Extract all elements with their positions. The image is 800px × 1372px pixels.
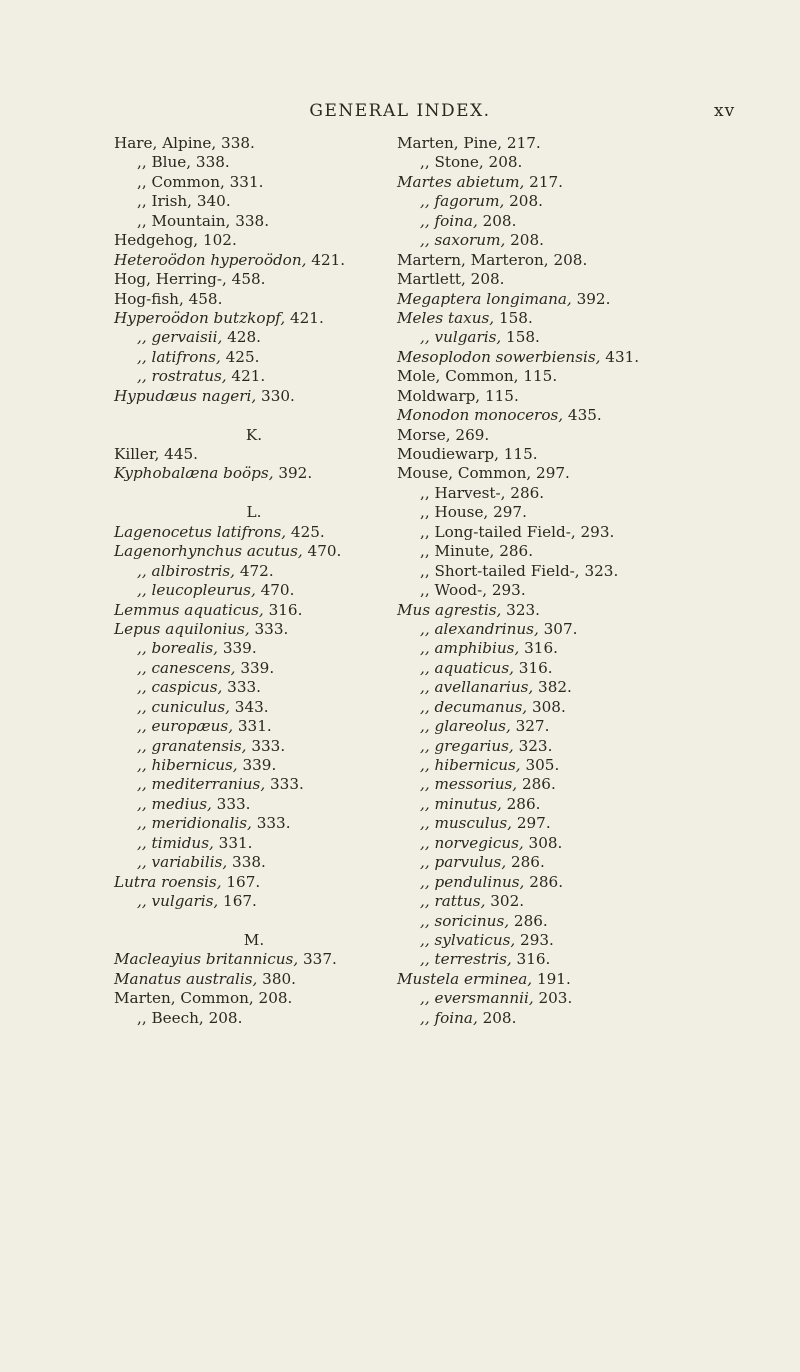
index-entry [114, 523, 434, 542]
index-entry [114, 950, 434, 969]
index-term: ,, Short-tailed Field-, [420, 561, 580, 580]
page-reference: 308. [523, 833, 563, 852]
index-entry [397, 134, 727, 153]
index-subentry [114, 581, 434, 600]
page-reference: 435. [563, 406, 602, 425]
index-subentry [114, 348, 434, 367]
index-subentry [397, 620, 727, 639]
index-term: ,, meridionalis, [137, 814, 252, 833]
index-term: Mus agrestis, [397, 600, 502, 619]
page-reference: 445. [159, 445, 198, 463]
page-reference: 323. [513, 736, 553, 755]
page-reference: 421. [306, 250, 346, 269]
index-term: ,, Long-tailed Field-, [420, 522, 576, 541]
index-term: Meles taxus, [397, 308, 495, 327]
section-letter [114, 503, 434, 522]
index-subentry [114, 1009, 434, 1028]
index-term: Mustela erminea, [397, 969, 533, 988]
index-term: ,, Mountain, [137, 211, 231, 230]
index-term: ,, Wood-, [420, 581, 488, 600]
index-term: ,, granatensis, [137, 736, 247, 755]
index-subentry [114, 853, 434, 872]
index-entry [397, 173, 727, 192]
index-subentry [397, 853, 727, 872]
index-term: Lagenorhynchus acutus, [114, 542, 303, 561]
index-term: ,, saxorum, [420, 231, 506, 250]
index-entry [114, 134, 434, 153]
index-subentry [397, 717, 727, 736]
section-letter-text: L. [246, 503, 262, 522]
page-reference: 339. [218, 639, 257, 658]
index-entry [114, 601, 434, 620]
index-term: ,, medius, [137, 794, 212, 813]
index-term: Macleayius britannicus, [114, 950, 299, 969]
index-term: Mouse, Common, [397, 464, 532, 483]
index-term: ,, Blue, [137, 153, 192, 172]
index-entry [397, 270, 727, 289]
index-term: ,, Harvest-, [420, 483, 506, 502]
page-reference: 293. [515, 930, 554, 949]
index-term: ,, fagorum, [420, 192, 505, 211]
index-term: ,, House, [420, 503, 489, 522]
index-term: ,, terrestris, [420, 950, 512, 969]
index-term: Hyperoödon butzkopf, [114, 308, 286, 327]
index-subentry [114, 814, 434, 833]
index-subentry [114, 212, 434, 231]
index-term: Lemmus aquaticus, [114, 600, 264, 619]
index-term: ,, leucopleurus, [137, 581, 256, 600]
page-reference: 208. [477, 1008, 517, 1027]
page-reference: 305. [520, 756, 560, 774]
page-reference: 293. [487, 581, 526, 600]
index-term: ,, variabilis, [137, 853, 228, 872]
index-term: ,, timidus, [137, 833, 214, 852]
index-entry [397, 251, 727, 270]
page-reference: 316. [511, 950, 551, 969]
page-reference: 338. [230, 211, 270, 230]
index-term: ,, pendulinus, [420, 872, 525, 891]
index-subentry [397, 912, 727, 931]
page-reference: 286. [517, 775, 556, 794]
page-reference: 343. [229, 697, 269, 716]
index-term: Lutra roensis, [114, 872, 222, 891]
index-entry [397, 348, 727, 367]
index-entry [397, 426, 727, 445]
index-term: ,, caspicus, [137, 678, 223, 697]
index-term: Hog, Herring-, [114, 270, 227, 289]
page-reference: 297. [531, 464, 570, 483]
page-reference: 269. [450, 425, 490, 444]
index-term: ,, canescens, [137, 658, 236, 677]
index-subentry [114, 737, 434, 756]
index-term: Moldwarp, [397, 386, 481, 405]
index-term: ,, hibernicus, [137, 756, 238, 774]
index-term: ,, gregarius, [420, 736, 514, 755]
page-reference: 470. [302, 542, 342, 561]
page-reference: 208. [465, 270, 505, 289]
page-reference: 331. [213, 833, 253, 852]
index-subentry [397, 231, 727, 250]
index-subentry [397, 581, 727, 600]
page-reference: 297. [488, 503, 527, 522]
page-reference: 293. [575, 522, 615, 541]
index-subentry [114, 775, 434, 794]
page-reference: 208. [504, 192, 543, 211]
page-reference: 308. [527, 697, 566, 716]
page-reference: 333. [251, 814, 291, 833]
page-reference: 340. [192, 192, 231, 211]
index-entry [114, 542, 434, 561]
spacer [114, 406, 434, 425]
index-term: ,, rostratus, [137, 367, 227, 386]
index-subentry [397, 328, 727, 347]
index-subentry [397, 678, 727, 697]
page-reference: 158. [501, 328, 540, 347]
index-term: Martern, Marteron, [397, 250, 549, 269]
page-reference: 286. [505, 483, 545, 502]
index-subentry [114, 659, 434, 678]
index-term: ,, musculus, [420, 814, 513, 833]
section-letter [114, 426, 434, 445]
page-reference: 158. [494, 308, 533, 327]
page-reference: 458. [183, 289, 223, 308]
page-reference: 115. [480, 386, 519, 405]
page-reference: 428. [222, 328, 261, 347]
index-subentry [114, 717, 434, 736]
index-term: ,, eversmannii, [420, 989, 534, 1008]
page-reference: 167. [221, 872, 261, 891]
index-entry [114, 445, 434, 464]
index-term: Marten, Common, [114, 989, 254, 1008]
index-subentry [114, 678, 434, 697]
page-reference: 331. [224, 172, 264, 191]
index-subentry [397, 989, 727, 1008]
page-reference: 331. [233, 717, 272, 736]
index-subentry [397, 873, 727, 892]
index-term: ,, europæus, [137, 717, 234, 736]
index-term: ,, latifrons, [137, 347, 221, 366]
index-subentry [397, 659, 727, 678]
index-term: ,, cuniculus, [137, 697, 230, 716]
page-reference: 115. [518, 367, 558, 386]
page-reference: 316. [513, 658, 553, 677]
index-term: ,, albirostris, [137, 561, 236, 580]
index-term: ,, messorius, [420, 775, 518, 794]
page-reference: 167. [218, 892, 257, 911]
page-reference: 286. [506, 853, 545, 872]
index-term: ,, foina, [420, 1008, 478, 1027]
page-reference: 217. [502, 134, 541, 152]
index-subentry [397, 698, 727, 717]
section-letter-text: K. [245, 425, 263, 444]
index-subentry [114, 153, 434, 172]
index-term: Monodon monoceros, [397, 406, 564, 425]
index-subentry [114, 173, 434, 192]
index-term: ,, gervaisii, [137, 328, 223, 347]
page-reference: 208. [548, 250, 588, 269]
page-reference: 380. [257, 969, 296, 988]
index-subentry [397, 153, 727, 172]
index-term: Kyphobalæna boöps, [114, 464, 274, 483]
index-term: ,, Stone, [420, 153, 484, 172]
index-subentry [114, 367, 434, 386]
index-term: Moudiewarp, [397, 445, 499, 463]
index-column-left [114, 134, 434, 1028]
page-reference: 307. [538, 619, 578, 638]
page-reference: 333. [246, 736, 286, 755]
page-reference: 333. [222, 678, 261, 697]
page-header-title: GENERAL INDEX. [309, 101, 491, 121]
page-reference: 203. [533, 989, 573, 1008]
index-subentry [397, 795, 727, 814]
page-reference: 208. [483, 153, 523, 172]
index-subentry [397, 503, 727, 522]
page-reference: 338. [227, 853, 266, 872]
index-subentry [397, 775, 727, 794]
index-subentry [397, 212, 727, 231]
page-reference: 323. [501, 600, 541, 619]
index-term: ,, vulgaris, [137, 892, 219, 911]
page-reference: 392. [571, 289, 611, 308]
index-subentry [397, 756, 727, 775]
index-term: Lepus aquilonius, [114, 619, 250, 638]
page-reference: 208. [203, 1008, 243, 1027]
page-reference: 286. [524, 872, 564, 891]
index-term: Heteroödon hyperoödon, [114, 250, 307, 269]
index-subentry [397, 562, 727, 581]
page-reference: 208. [505, 231, 544, 250]
section-letter [114, 931, 434, 950]
page-reference: 286. [509, 911, 548, 930]
page-reference: 339. [235, 658, 275, 677]
page-reference: 425. [286, 522, 325, 541]
index-term: ,, mediterranius, [137, 775, 266, 794]
index-entry [397, 464, 727, 483]
index-term: ,, norvegicus, [420, 833, 524, 852]
index-subentry [397, 834, 727, 853]
spacer [114, 912, 434, 931]
index-term: Martes abietum, [397, 172, 525, 191]
page-reference: 421. [226, 367, 266, 386]
index-entry [114, 270, 434, 289]
page-reference: 425. [220, 347, 260, 366]
page-reference: 458. [226, 270, 266, 289]
page-reference: 327. [510, 717, 550, 736]
index-term: Killer, [114, 445, 160, 463]
index-term: Lagenocetus latifrons, [114, 522, 287, 541]
index-entry [114, 989, 434, 1008]
index-term: ,, soricinus, [420, 911, 510, 930]
index-entry [397, 601, 727, 620]
index-term: ,, glareolus, [420, 717, 511, 736]
spacer [114, 484, 434, 503]
index-term: Morse, [397, 425, 451, 444]
index-term: Hedgehog, [114, 231, 199, 250]
index-entry [114, 464, 434, 483]
index-term: Hypudæus nageri, [114, 386, 257, 405]
page-reference: 392. [273, 464, 313, 483]
index-subentry [114, 562, 434, 581]
index-entry [397, 387, 727, 406]
index-term: ,, aquaticus, [420, 658, 514, 677]
index-term: Hare, Alpine, [114, 134, 217, 152]
index-term: ,, Common, [137, 172, 225, 191]
index-term: Manatus australis, [114, 969, 258, 988]
index-term: Martlett, [397, 270, 466, 289]
page-reference: 208. [253, 989, 293, 1008]
page-reference: 316. [519, 639, 558, 658]
page-reference: 431. [600, 347, 640, 366]
index-term: ,, borealis, [137, 639, 218, 658]
index-subentry [397, 950, 727, 969]
index-term: ,, parvulus, [420, 853, 507, 872]
index-entry [114, 387, 434, 406]
page-number: xv [714, 101, 736, 121]
index-entry [397, 290, 727, 309]
index-term: ,, minutus, [420, 794, 502, 813]
index-subentry [397, 484, 727, 503]
page-reference: 337. [298, 950, 337, 969]
index-subentry [114, 756, 434, 775]
index-term: ,, decumanus, [420, 697, 528, 716]
page-reference: 421. [285, 308, 324, 327]
index-entry [114, 620, 434, 639]
page-reference: 316. [263, 600, 303, 619]
index-entry [397, 309, 727, 328]
index-subentry [397, 523, 727, 542]
index-subentry [114, 639, 434, 658]
index-entry [114, 290, 434, 309]
index-subentry [114, 328, 434, 347]
page-reference: 208. [477, 211, 517, 230]
page-reference: 339. [237, 756, 277, 774]
index-term: ,, Irish, [137, 192, 193, 211]
index-term: ,, sylvaticus, [420, 930, 516, 949]
index-entry [397, 970, 727, 989]
index-term: ,, hibernicus, [420, 756, 521, 774]
index-entry [114, 873, 434, 892]
section-letter-text: M. [243, 930, 265, 949]
index-subentry [397, 1009, 727, 1028]
index-term: ,, Beech, [137, 1008, 204, 1027]
index-term: Mesoplodon sowerbiensis, [397, 347, 601, 366]
page-reference: 115. [498, 445, 538, 463]
page-reference: 323. [579, 561, 619, 580]
index-subentry [397, 892, 727, 911]
page-reference: 382. [533, 678, 572, 697]
page-reference: 217. [524, 172, 563, 191]
index-subentry [114, 795, 434, 814]
index-entry [397, 406, 727, 425]
index-term: ,, Minute, [420, 542, 495, 561]
index-entry [397, 445, 727, 464]
index-entry [114, 309, 434, 328]
index-subentry [397, 737, 727, 756]
page-reference: 286. [494, 542, 534, 561]
page-reference: 333. [211, 794, 251, 813]
index-term: Megaptera longimana, [397, 289, 572, 308]
index-term: Hog-fish, [114, 289, 184, 308]
page-reference: 472. [235, 561, 274, 580]
page-reference: 302. [485, 892, 525, 911]
page-reference: 191. [532, 969, 571, 988]
index-term: ,, avellanarius, [420, 678, 534, 697]
page-reference: 297. [512, 814, 551, 833]
index-subentry [397, 192, 727, 211]
index-entry [114, 970, 434, 989]
page-reference: 470. [255, 581, 295, 600]
index-column-right [397, 134, 727, 1028]
page-reference: 330. [256, 386, 295, 405]
page-reference: 102. [198, 231, 237, 250]
page-reference: 286. [501, 794, 541, 813]
page-reference: 333. [265, 775, 304, 794]
index-term: ,, foina, [420, 211, 478, 230]
index-subentry [114, 192, 434, 211]
index-entry [397, 367, 727, 386]
index-subentry [114, 834, 434, 853]
page-reference: 338. [191, 153, 230, 172]
index-entry [114, 251, 434, 270]
index-term: Mole, Common, [397, 367, 519, 386]
index-subentry [114, 892, 434, 911]
index-term: ,, rattus, [420, 892, 486, 911]
index-entry [114, 231, 434, 250]
index-subentry [114, 698, 434, 717]
page-reference: 338. [216, 134, 255, 152]
index-subentry [397, 814, 727, 833]
index-term: Marten, Pine, [397, 134, 503, 152]
index-term: ,, alexandrinus, [420, 619, 539, 638]
index-subentry [397, 931, 727, 950]
index-term: ,, amphibius, [420, 639, 520, 658]
index-subentry [397, 639, 727, 658]
index-subentry [397, 542, 727, 561]
page-reference: 333. [249, 619, 289, 638]
index-term: ,, vulgaris, [420, 328, 502, 347]
